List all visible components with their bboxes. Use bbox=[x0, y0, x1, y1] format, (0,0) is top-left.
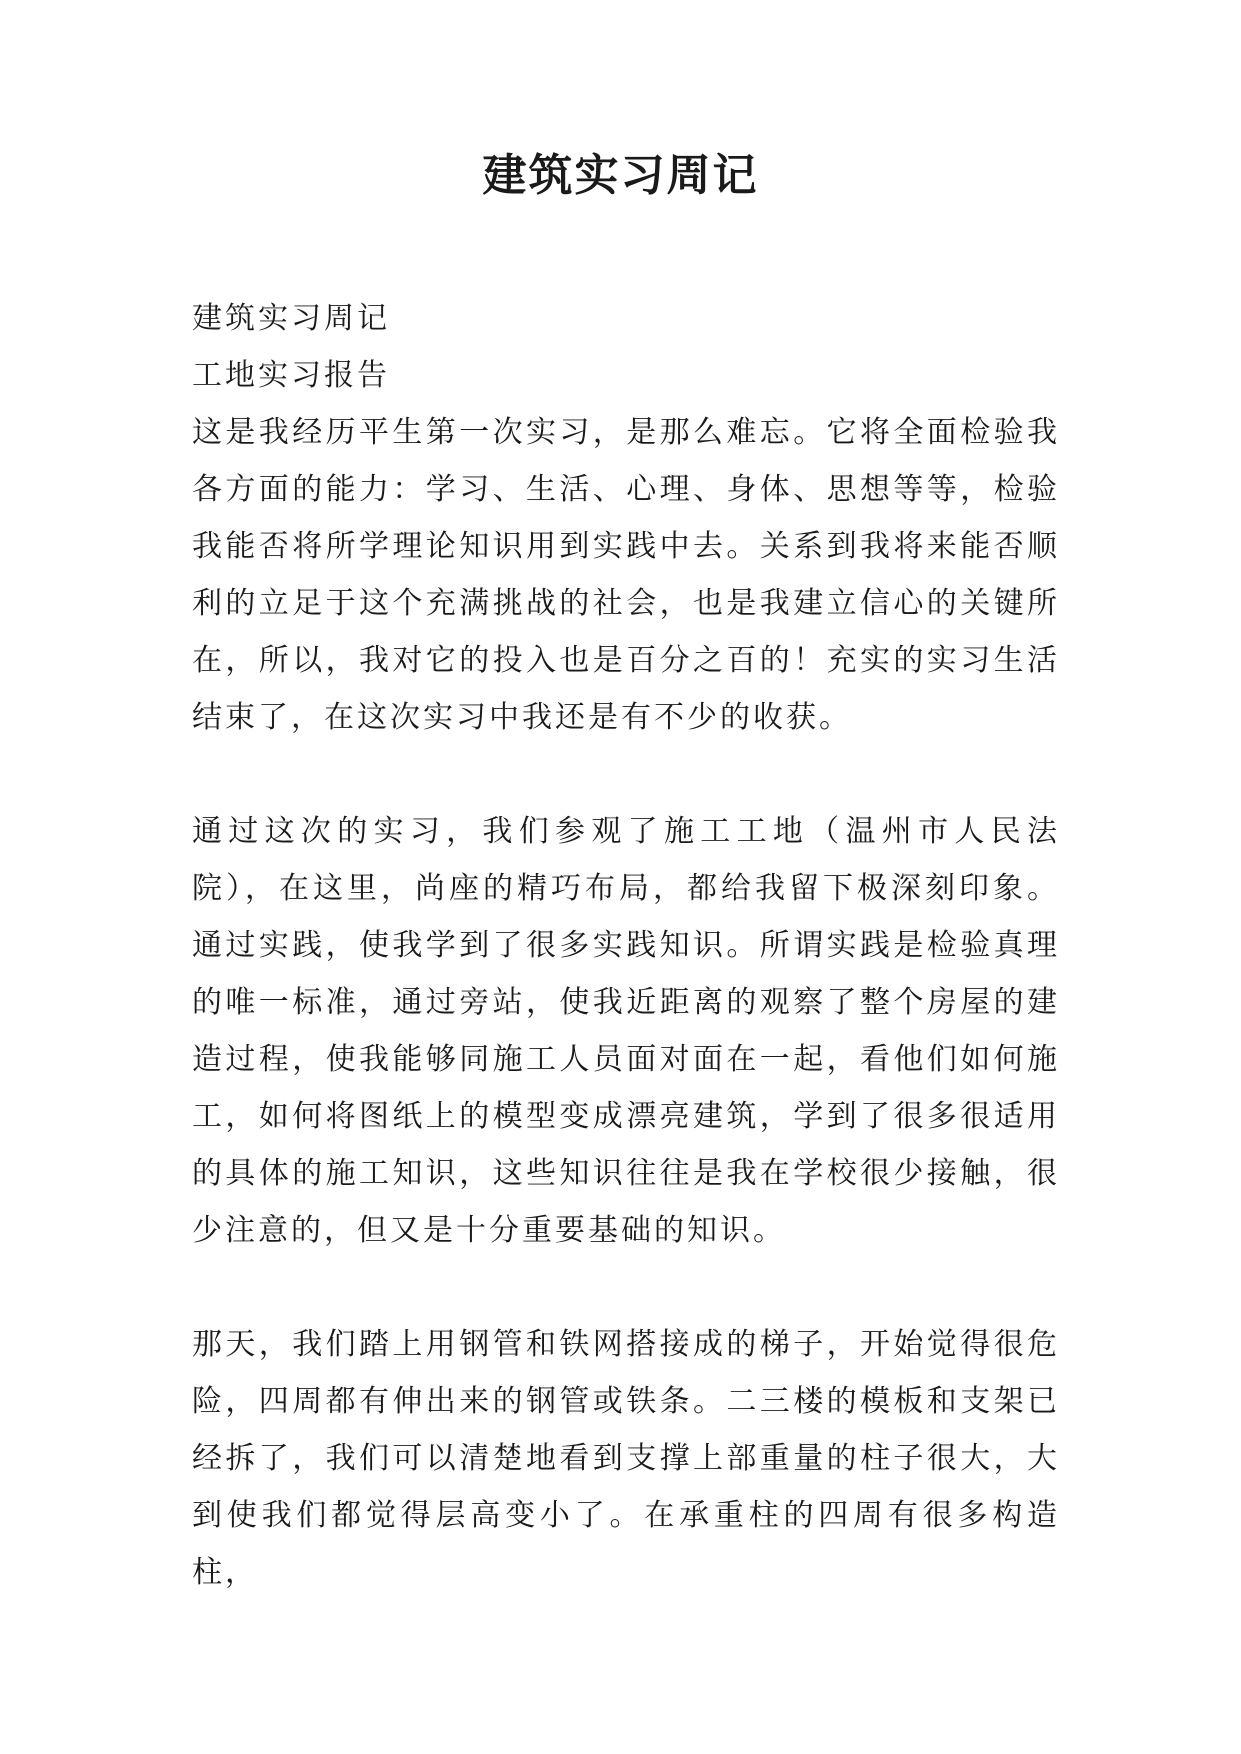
heading-line: 建筑实习周记 bbox=[192, 301, 390, 336]
document-body bbox=[192, 290, 1060, 1601]
subheading-line: 工地实习报告 bbox=[192, 358, 390, 393]
paragraph-1: 这是我经历平生第一次实习，是那么难忘。它将全面检验我各方面的能力：学习、生活、心理、身体、思想等等，检验我能否将所学理论知识用到实践中去。关系到我将来能否顺利的立足于这个充满挑战的社会，也是我建立信心的关键所在，所以，我对它的投入也是百分之百的！充实的实习生活结束了，在这次实习中我还是有不少的收获。 bbox=[192, 415, 1060, 735]
paragraph-2: 通过这次的实习，我们参观了施工工地（温州市人民法院），在这里，尚座的精巧布局，都给我留下极深刻印象。 通过实践，使我学到了很多实践知识。所谓实践是检验真理的唯一标准，通过旁站，使我近距离的观察了整个房屋的建造过程，使我能够同施工人员面对面在一起，看他们如何施工，如何将图纸上的模型变成漂亮建筑，学到了很多很适用的具体的施工知识，这些知识往往是我在学校很少接触，很少注意的，但又是十分重要基础的知识。 bbox=[192, 814, 1060, 1248]
paragraph-3: 那天，我们踏上用钢管和铁网搭接成的梯子，开始觉得很危险，四周都有伸出来的钢管或铁条。二三楼的模板和支架已经拆了，我们可以清楚地看到支撑上部重量的柱子很大，大到使我们都觉得层高变小了。在承重柱的四周有很多构造柱， bbox=[192, 1327, 1060, 1590]
document-title: 建筑实习周记 bbox=[482, 150, 759, 201]
